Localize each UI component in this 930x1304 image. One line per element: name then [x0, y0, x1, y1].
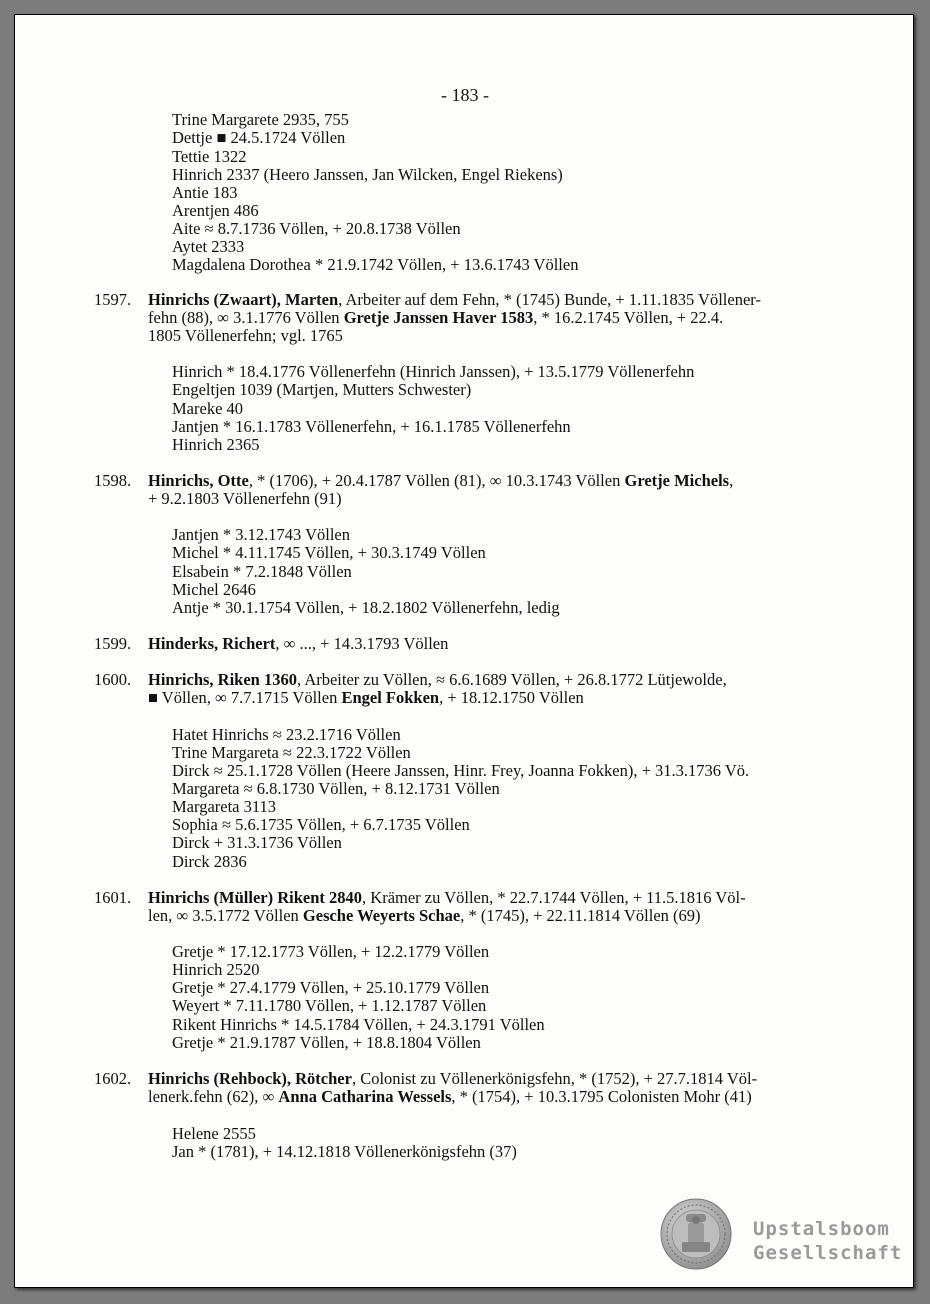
entry-name: Hinrichs, Riken 1360 — [148, 670, 297, 689]
child-line: Antje * 30.1.1754 Völlen, + 18.2.1802 Völlenerfehn, ledig — [172, 598, 560, 617]
spouse-name: Gretje Janssen Haver 1583 — [343, 308, 534, 327]
logo-line-1: Upstalsboom — [753, 1218, 890, 1240]
entry-text: , Krämer zu Völlen, * 22.7.1744 Völlen, + 11.5.1816 Völ- — [362, 888, 746, 907]
child-line: Hinrich 2520 — [172, 960, 260, 979]
entry-1600-line2 — [148, 689, 584, 707]
entry-text: , Arbeiter auf dem Fehn, * (1745) Bunde, + 1.11.1835 Völlener- — [338, 290, 761, 309]
page-number: - 183 - — [441, 85, 489, 105]
entry-text: , — [729, 471, 734, 490]
entry-1598-line1 — [148, 472, 733, 490]
entry-name: Hinrichs (Zwaart), Marten — [148, 290, 339, 309]
child-line: Dirck + 31.3.1736 Völlen — [172, 833, 342, 852]
seal-icon — [660, 1198, 732, 1270]
child-line: Margareta 3113 — [172, 797, 277, 816]
spouse-name: Gesche Weyerts Schae — [302, 906, 461, 925]
entry-number: 1598. — [94, 471, 132, 490]
entry-text: , + 18.12.1750 Völlen — [439, 688, 584, 707]
entry-1597-line1 — [148, 291, 761, 309]
document-page — [14, 14, 914, 1288]
child-line: Gretje * 21.9.1787 Völlen, + 18.8.1804 Völlen — [172, 1033, 481, 1052]
child-line: Jantjen * 16.1.1783 Völlenerfehn, + 16.1.1785 Völlenerfehn — [172, 417, 571, 436]
child-line: Michel 2646 — [172, 580, 256, 599]
entry-text: len, ∞ 3.5.1772 Völlen — [148, 906, 303, 925]
child-line: Dirck 2836 — [172, 852, 247, 871]
child-line: Hinrich * 18.4.1776 Völlenerfehn (Hinrich Janssen), + 13.5.1779 Völlenerfehn — [172, 362, 695, 381]
entry-number: 1602. — [94, 1069, 132, 1088]
child-line: Hinrich 2337 (Heero Janssen, Jan Wilcken, Engel Riekens) — [172, 165, 563, 184]
child-line: Hatet Hinrichs ≈ 23.2.1716 Völlen — [172, 725, 401, 744]
entry-1601-line2 — [148, 907, 701, 925]
entry-number: 1600. — [94, 670, 132, 689]
entry-text: , * (1754), + 10.3.1795 Colonisten Mohr (41) — [451, 1087, 752, 1106]
child-line: Tettie 1322 — [172, 147, 247, 166]
child-line: Arentjen 486 — [172, 201, 259, 220]
upstalsboom-logo — [753, 1217, 902, 1265]
entry-text: , Colonist zu Völlenerkönigsfehn, * (1752), + 27.7.1814 Völ- — [351, 1069, 758, 1088]
entry-name: Hinrichs (Müller) Rikent 2840 — [148, 888, 363, 907]
child-line: Sophia ≈ 5.6.1735 Völlen, + 6.7.1735 Völlen — [172, 815, 470, 834]
child-line: Elsabein * 7.2.1848 Völlen — [172, 562, 352, 581]
entry-text: , * 16.2.1745 Völlen, + 22.4. — [533, 308, 724, 327]
child-line: Trine Margareta ≈ 22.3.1722 Völlen — [172, 743, 411, 762]
entry-number: 1601. — [94, 888, 132, 907]
child-line: Weyert * 7.11.1780 Völlen, + 1.12.1787 Völlen — [172, 996, 487, 1015]
entry-name: Hinrichs (Rehbock), Rötcher — [148, 1069, 352, 1088]
spouse-name: Anna Catharina Wessels — [278, 1087, 452, 1106]
child-line: Mareke 40 — [172, 399, 244, 418]
entry-1598-line2: + 9.2.1803 Völlenerfehn (91) — [148, 489, 342, 508]
child-line: Dettje ■ 24.5.1724 Völlen — [172, 128, 346, 147]
entry-1597-line3: 1805 Völlenerfehn; vgl. 1765 — [148, 326, 343, 345]
entry-1601-line1 — [148, 889, 746, 907]
logo-line-2: Gesellschaft — [753, 1242, 903, 1264]
child-line: Dirck ≈ 25.1.1728 Völlen (Heere Janssen, Hinr. Frey, Joanna Fokken), + 31.3.1736 Vö. — [172, 761, 750, 780]
entry-text: , * (1745), + 22.11.1814 Völlen (69) — [460, 906, 701, 925]
child-line: Engeltjen 1039 (Martjen, Mutters Schwester) — [172, 380, 472, 399]
child-line: Aytet 2333 — [172, 237, 245, 256]
child-line: Gretje * 27.4.1779 Völlen, + 25.10.1779 Völlen — [172, 978, 490, 997]
entry-text: , Arbeiter zu Völlen, ≈ 6.6.1689 Völlen, + 26.8.1772 Lütjewolde, — [296, 670, 727, 689]
entry-1600-line1 — [148, 671, 727, 689]
child-line: Trine Margarete 2935, 755 — [172, 110, 349, 129]
entry-1602-line2 — [148, 1088, 752, 1106]
child-line: Rikent Hinrichs * 14.5.1784 Völlen, + 24.3.1791 Völlen — [172, 1015, 545, 1034]
entry-1602-line1 — [148, 1070, 757, 1088]
child-line: Hinrich 2365 — [172, 435, 260, 454]
child-line: Jantjen * 3.12.1743 Völlen — [172, 525, 350, 544]
child-line: Helene 2555 — [172, 1124, 256, 1143]
child-line: Margareta ≈ 6.8.1730 Völlen, + 8.12.1731 Völlen — [172, 779, 500, 798]
entry-1599-line1 — [148, 635, 448, 653]
entry-text: , ∞ ..., + 14.3.1793 Völlen — [275, 634, 449, 653]
entry-text: ■ Völlen, ∞ 7.7.1715 Völlen — [148, 688, 342, 707]
spouse-name: Engel Fokken — [341, 688, 440, 707]
entry-name: Hinrichs, Otte — [148, 471, 249, 490]
child-line: Michel * 4.11.1745 Völlen, + 30.3.1749 Völlen — [172, 543, 486, 562]
entry-text: , * (1706), + 20.4.1787 Völlen (81), ∞ 10.3.1743 Völlen — [248, 471, 625, 490]
entry-number: 1599. — [94, 634, 132, 653]
child-line: Magdalena Dorothea * 21.9.1742 Völlen, + 13.6.1743 Völlen — [172, 255, 579, 274]
spouse-name: Gretje Michels — [624, 471, 730, 490]
child-line: Antie 183 — [172, 183, 238, 202]
entry-1597-line2 — [148, 309, 723, 327]
entry-number: 1597. — [94, 290, 132, 309]
entry-text: fehn (88), ∞ 3.1.1776 Völlen — [148, 308, 344, 327]
entry-name: Hinderks, Richert — [148, 634, 276, 653]
child-line: Gretje * 17.12.1773 Völlen, + 12.2.1779 Völlen — [172, 942, 490, 961]
child-line: Jan * (1781), + 14.12.1818 Völlenerkönigsfehn (37) — [172, 1142, 517, 1161]
child-line: Aite ≈ 8.7.1736 Völlen, + 20.8.1738 Völlen — [172, 219, 461, 238]
entry-text: lenerk.fehn (62), ∞ — [148, 1087, 279, 1106]
